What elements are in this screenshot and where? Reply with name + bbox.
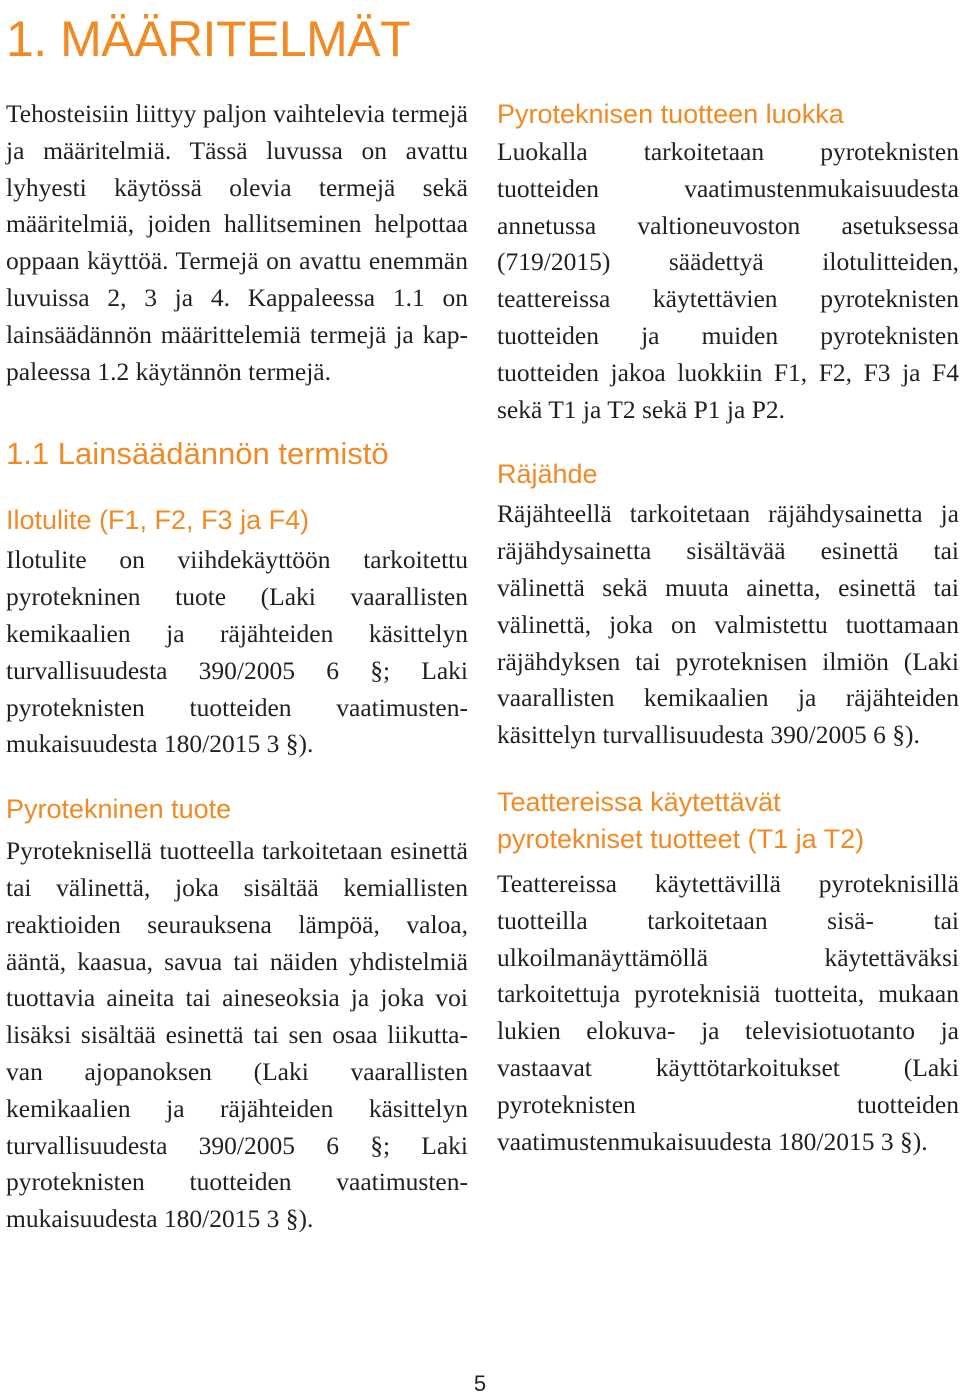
left-column xyxy=(6,96,468,1238)
teattereissa-heading-line2: pyrotekniset tuotteet (T1 ja T2) xyxy=(497,823,865,854)
tuotteen-luokka-heading: Pyroteknisen tuotteen luokka xyxy=(497,99,844,129)
teattereissa-heading xyxy=(497,784,959,858)
pyrotekninen-tuote-heading: Pyrotekninen tuote xyxy=(6,794,232,825)
intro-paragraph: Tehosteisiin liittyy paljon vaihtelevia termejä ja määritelmiä. Tässä luvussa on avattu lyhyesti käytössä olevia termejä sekä määritelmiä, joiden hallitseminen helpottaa oppaan käyttöä. Termejä on avattu enemmän luvuissa 2, 3 ja 4. Kappaleessa 1.1 on lainsäädännön määrittelemiä termejä ja kappaleessa 1.2 käytännön termejä. xyxy=(6,99,468,386)
teattereissa-paragraph: Teattereissa käytettävillä pyroteknisillä tuotteilla tarkoitetaan sisä- tai ulkoilmanäyttämöllä käytettäväksi tarkoitettuja pyroteknisiä tuotteita, mukaan lukien elokuva- ja televisiotuotanto ja vastaavat käyttötarkoitukset (Laki pyroteknisten tuotteiden vaatimustenmukaisuudesta 180/2015 3 §). xyxy=(497,868,959,1156)
pyrotekninen-tuote-paragraph: Pyroteknisellä tuotteella tarkoitetaan esinettä tai välinettä, joka sisältää kemiallisten reaktioiden seurauksena lämpöä, valoa, ääntä, kaasua, savua tai näiden yhdistelmiä tuottavia aineita tai aineseoksia ja joka voi lisäksi sisältää esinettä tai sen osaa liikuttavan ajopanoksen (Laki vaarallisten kemikaalien ja räjähteiden käsittelyn turvallisuudesta 390/2005 6 §; Laki pyroteknisten tuotteiden vaatimustenmukaisuudesta 180/2015 3 §). xyxy=(6,836,468,1234)
teattereissa-heading-line1: Teattereissa käytettävät xyxy=(497,786,781,817)
right-column xyxy=(497,96,959,1160)
rajahde-heading: Räjähde xyxy=(497,459,598,490)
chapter-title: 1. MÄÄRITELMÄT xyxy=(6,11,411,67)
tuotteen-luokka-paragraph: Luokalla tarkoitetaan pyroteknisten tuotteiden vaatimustenmukaisuudesta annetussa valtioneuvoston asetuksessa (719/2015) säädettyä ilotulitteiden, teattereissa käytettävien pyroteknisten tuotteiden ja muiden pyroteknisten tuotteiden jakoa luokkiin F1, F2, F3 ja F4 sekä T1 ja T2 sekä P1 ja P2. xyxy=(497,137,959,424)
ilotulite-paragraph: Ilotulite on viihdekäyttöön tarkoitettu pyrotekninen tuote (Laki vaarallisten kemikaalien ja räjähteiden käsittelyn turvallisuudesta 390/2005 6 §; Laki pyroteknisten tuotteiden vaatimustenmukaisuudesta 180/2015 3 §). xyxy=(6,545,468,759)
ilotulite-heading: Ilotulite (F1, F2, F3 ja F4) xyxy=(6,505,310,536)
rajahde-paragraph: Räjähteellä tarkoitetaan räjähdysainetta ja räjähdysainetta sisältävää esinettä tai välinettä sekä muuta ainetta, esinettä tai välinettä, joka on valmistettu tuottamaan räjähdyksen tai pyroteknisen ilmiön (Laki vaarallisten kemikaalien ja räjähteiden käsittelyn turvallisuudesta 390/2005 6 §). xyxy=(497,499,959,750)
section-heading: 1.1 Lainsäädännön termistö xyxy=(6,436,389,472)
page-number: 5 xyxy=(473,1371,487,1396)
